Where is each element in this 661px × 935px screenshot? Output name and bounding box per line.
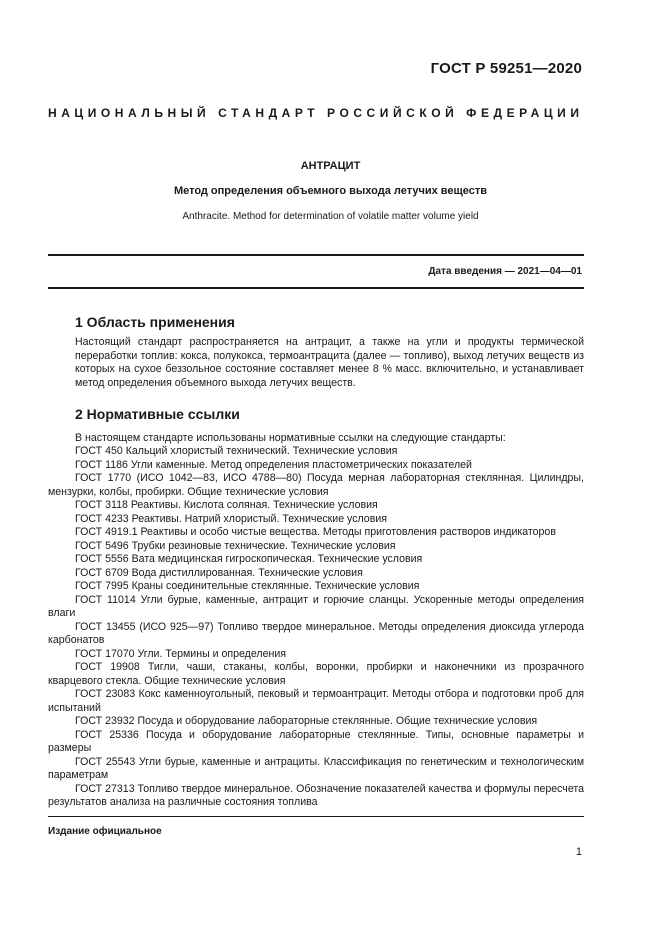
reference-item: ГОСТ 5556 Вата медицинская гигроскопическая. Технические условия — [75, 553, 423, 565]
reference-item: ГОСТ 3118 Реактивы. Кислота соляная. Технические условия — [75, 499, 378, 511]
page-number: 1 — [575, 846, 582, 858]
reference-item: ГОСТ 6709 Вода дистиллированная. Технические условия — [75, 566, 363, 579]
reference-item: ГОСТ 23083 Кокс каменноугольный, пековый и термоантрацит. Методы отбора и подготовки проб для испытаний — [48, 688, 584, 714]
reference-item: ГОСТ 5496 Трубки резиновые технические. Технические условия — [75, 539, 396, 552]
reference-item: ГОСТ 17070 Угли. Термины и определения — [75, 647, 286, 660]
reference-item: ГОСТ 19908 Тигли, чаши, стаканы, колбы, воронки, пробирки и наконечники из прозрачного кварцевого стекла. Общие технические условия — [48, 661, 584, 687]
section-1-heading: 1 Область применения — [75, 314, 235, 330]
gost-code: ГОСТ Р 59251—2020 — [430, 60, 582, 77]
reference-item: ГОСТ 1186 Угли каменные. Метод определения пластометрических показателей — [75, 458, 472, 471]
section-2-intro: В настоящем стандарте использованы нормативные ссылки на следующие стандарты: — [75, 432, 506, 444]
introduction-date: Дата введения — 2021—04—01 — [428, 266, 582, 277]
reference-item: ГОСТ 7995 Краны соединительные стеклянные. Технические условия — [75, 580, 420, 592]
section-1-text — [75, 336, 584, 390]
reference-item: ГОСТ 4233 Реактивы. Натрий хлористый. Технические условия — [75, 512, 387, 525]
document-title: АНТРАЦИТ — [300, 160, 361, 172]
reference-item: ГОСТ 23932 Посуда и оборудование лабораторные стеклянные. Общие технические условия — [75, 715, 538, 727]
reference-item: ГОСТ 4919.1 Реактивы и особо чистые вещества. Методы приготовления растворов индикаторов — [75, 526, 556, 538]
section-2-heading: 2 Нормативные ссылки — [75, 406, 240, 422]
document-subtitle-en: Anthracite. Method for determination of volatile matter volume yield — [182, 211, 479, 222]
reference-item: ГОСТ 1770 (ИСО 1042—83, ИСО 4788—80) Посуда мерная лабораторная стеклянная. Цилиндры, мензурки, колбы, пробирки. Общие технические условия — [48, 472, 584, 498]
section-1-paragraph: Настоящий стандарт распространяется на антрацит, а также на угли и продукты термической переработки топлив: кокса, полукокса, термоантрацита (далее — топливо), выход летучих веществ из которых на сухое беззольное состояние составляет менее 8 % масс. включительно, и устанавливает метод определения объемного выхода летучих веществ. — [75, 336, 584, 389]
national-standard-banner: НАЦИОНАЛЬНЫЙ СТАНДАРТ РОССИЙСКОЙ ФЕДЕРАЦИИ — [48, 106, 584, 120]
top-divider — [48, 254, 584, 256]
reference-item: ГОСТ 13455 (ИСО 925—97) Топливо твердое минеральное. Методы определения диоксида углерода карбонатов — [48, 620, 584, 646]
reference-item: ГОСТ 450 Кальций хлористый технический. Технические условия — [75, 445, 398, 457]
official-edition-label: Издание официальное — [48, 826, 162, 837]
reference-item: ГОСТ 11014 Угли бурые, каменные, антрацит и горючие сланцы. Ускоренные методы определения влаги — [48, 593, 584, 619]
reference-list — [48, 445, 584, 810]
date-divider — [48, 287, 584, 289]
reference-item: ГОСТ 25336 Посуда и оборудование лабораторные стеклянные. Типы, основные параметры и размеры — [48, 728, 584, 754]
reference-item: ГОСТ 25543 Угли бурые, каменные и антрациты. Классификация по генетическим и технологическим параметрам — [48, 755, 584, 781]
document-subtitle: Метод определения объемного выхода летучих веществ — [173, 185, 488, 197]
footer-divider — [48, 816, 584, 817]
reference-item: ГОСТ 27313 Топливо твердое минеральное. Обозначение показателей качества и формулы пересчета результатов анализа на различные состояния топлива — [48, 782, 584, 808]
